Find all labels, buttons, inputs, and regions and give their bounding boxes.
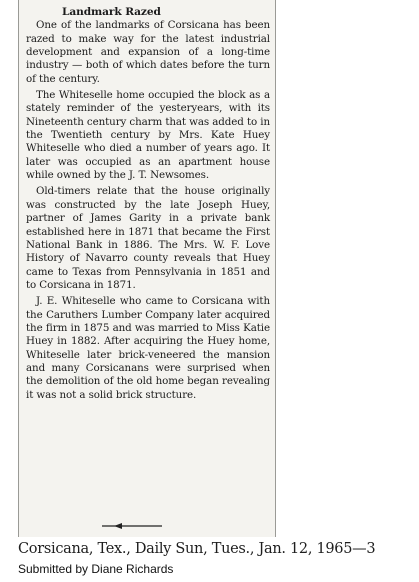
article-column xyxy=(26,6,270,405)
end-ornament xyxy=(100,522,164,530)
article-paragraph: The Whiteselle home occupied the block as a stately reminder of the yesteryears, with its Nineteenth century charm that was added to in the Twentieth century by Mrs. Kate Huey Whiteselle who died a number of years ago. It later was occupied as an apartment house while owned by the J. T. Newsomes. xyxy=(26,89,270,182)
article-paragraph: Old-timers relate that the house originally was constructed by the late Joseph Huey, partner of James Garity in a private bank established here in 1871 that became the First National Bank in 1886. The Mrs. W. F. Love History of Navarro county reveals that Huey came to Texas from Pennsylvania in 1851 and to Corsicana in 1871. xyxy=(26,185,270,291)
article-paragraph: J. E. Whiteselle who came to Corsicana with the Caruthers Lumber Company later acquired the firm in 1875 and was married to Miss Katie Huey in 1882. After acquiring the Huey home, Whiteselle later brick-veneered the mansion and many Corsicanans were surprised when the demolition of the old home began revealing it was not a solid brick structure. xyxy=(26,295,270,401)
submission-credit: Submitted by Diane Richards xyxy=(18,562,174,576)
article-headline: Landmark Razed xyxy=(62,6,161,18)
article-paragraph: One of the landmarks of Corsicana has been razed to make way for the latest industrial development and expansion of a long-time industry — both of which dates before the turn of the century. xyxy=(26,19,270,85)
publication-dateline: Corsicana, Tex., Daily Sun, Tues., Jan. 12, 1965—3 xyxy=(18,541,376,557)
